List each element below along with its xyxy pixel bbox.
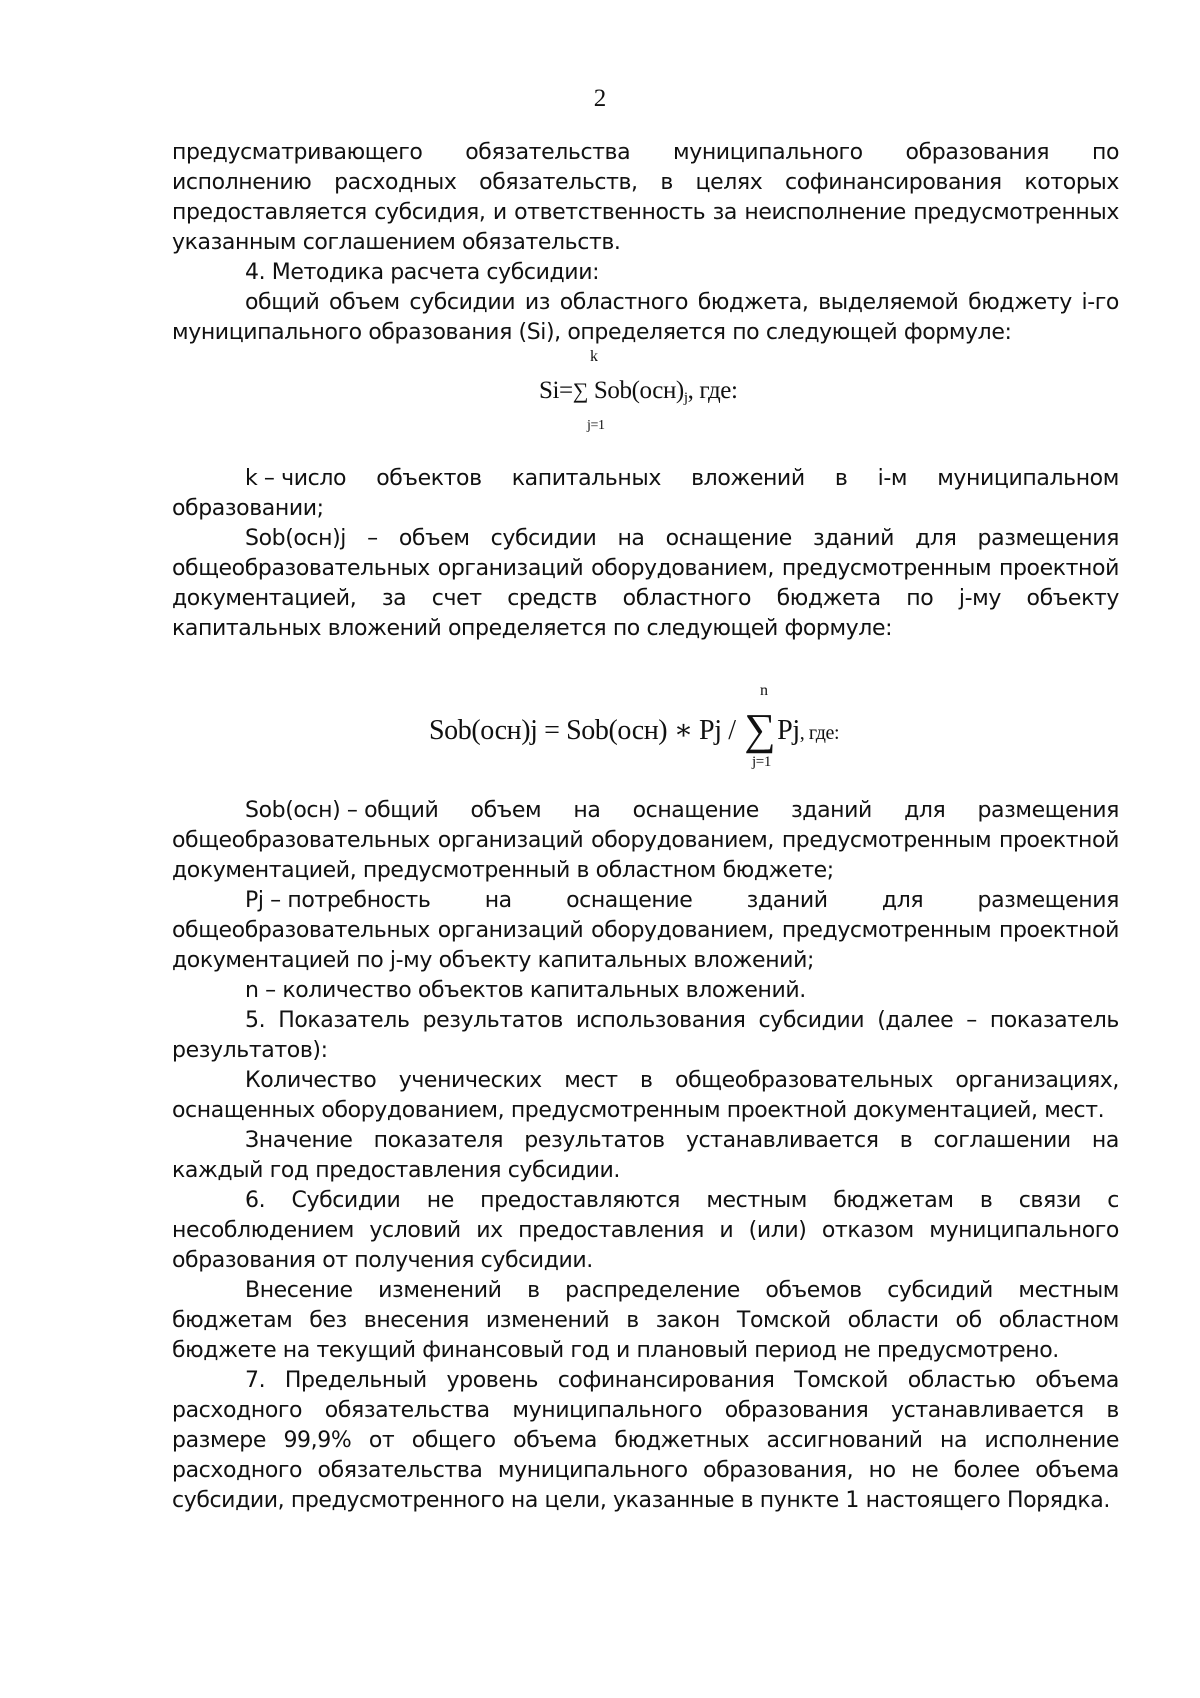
paragraph-indicator-value: Значение показателя результатов устанавливается в соглашении на каждый год предоставления субсидии. (172, 1128, 1119, 1183)
definition-pj-word: оснащение (566, 888, 693, 913)
definition-sob-word: Sob(осн) – общий (245, 798, 439, 823)
formula-sob-lhs: Sob(осн)j = Sob(осн) ∗ Pj / (429, 715, 743, 746)
paragraph-distribution-changes: Внесение изменений в распределение объемов субсидий местным бюджетам без внесения изменений в закон Томской области об областном бюджете на текущий финансовый год и плановый период не предусмотрено. (172, 1278, 1119, 1363)
formula-sob-tail: , где: (799, 722, 840, 744)
definition-pj-word: размещения (977, 888, 1119, 913)
formula-si-subscript: j (683, 390, 688, 406)
definition-sob-word: зданий (790, 798, 872, 823)
definition-sob-osn-j: Sob(осн)j – объем субсидии на оснащение зданий для размещения общеобразовательных организаций оборудованием, предусмотренным проектной документацией, за счет средств областного бюджета по j-му объекту капитальных вложений определяется по следующей формуле: (172, 526, 1119, 641)
paragraph-cofinancing-level: 7. Предельный уровень софинансирования Томской областью объема расходного обязательства муниципального образования устанавливается в размере 99,9% от общего объема бюджетных ассигнований на исполнение расходного обязательства муниципального образования, но не более объема субсидии, предусмотренного на цели, указанные в пункте 1 настоящего Порядка. (172, 1368, 1119, 1513)
definition-k-word: вложений (691, 466, 805, 491)
paragraph-student-places: Количество ученических мест в общеобразовательных организациях, оснащенных оборудованием, предусмотренным проектной документацией, мест. (172, 1068, 1119, 1123)
sum-symbol-icon: ∑ (744, 705, 776, 754)
formula-si-lhs: Si= (539, 377, 573, 404)
definition-sob-word: для (904, 798, 946, 823)
formula-si (172, 348, 1119, 464)
formula-sob-lower-limit: j=1 (752, 754, 771, 770)
definition-k-word: k – число (245, 466, 347, 491)
definition-pj-word: на (484, 888, 512, 913)
definition-k-word: муниципальном (937, 466, 1119, 491)
definition-pj-line (172, 886, 1119, 916)
formula-si-tail: , где: (687, 377, 738, 404)
definition-k-line (172, 464, 1119, 494)
formula-sob-upper-limit: n (760, 682, 768, 699)
formula-si-term: Sob(осн) (593, 377, 684, 404)
definition-pj-tail: общеобразовательных организаций оборудованием, предусмотренным проектной документацией по j-му объекту капитальных вложений; (172, 918, 1119, 973)
definition-sob-osn-tail: общеобразовательных организаций оборудованием, предусмотренным проектной документацией, предусмотренный в областном бюджете; (172, 828, 1119, 883)
definition-sob-word: объем (470, 798, 542, 823)
paragraph-total-subsidy: общий объем субсидии из областного бюджета, выделяемой бюджету i-го муниципального образования (Si), определяется по следующей формуле: (172, 290, 1119, 345)
definition-sob-word: на (573, 798, 601, 823)
definition-k-word: объектов (376, 466, 482, 491)
definition-pj-word: зданий (746, 888, 828, 913)
definition-k-word: i-м (877, 466, 908, 491)
document-body (172, 138, 1119, 1516)
definition-k-tail: образовании; (172, 496, 324, 521)
definition-n: n – количество объектов капитальных вложений. (245, 978, 806, 1003)
paragraph-result-indicator: 5. Показатель результатов использования субсидии (далее – показатель результатов): (172, 1008, 1119, 1063)
sum-symbol-icon: ∑ (572, 378, 589, 403)
definition-k-word: капитальных (511, 466, 661, 491)
definition-pj-word: для (881, 888, 924, 913)
page-number: 2 (593, 85, 607, 112)
definition-sob-word: оснащение (632, 798, 759, 823)
formula-si-lower-limit: j=1 (587, 418, 605, 433)
definition-sob-word: размещения (977, 798, 1119, 823)
paragraph-subsidy-not-provided: 6. Субсидии не предоставляются местным бюджетам в связи с несоблюдением условий их предоставления и (или) отказом муниципального образования от получения субсидии. (172, 1188, 1119, 1273)
definition-pj-word: Pj – потребность (245, 888, 431, 913)
paragraph-method-heading: 4. Методика расчета субсидии: (245, 260, 600, 285)
formula-sob-osn-j (172, 644, 1119, 796)
paragraph-agreement-obligations: предусматривающего обязательства муниципального образования по исполнению расходных обязательств, в целях софинансирования которых предоставляется субсидия, и ответственность за неисполнение предусмотренных указанным соглашением обязательств. (172, 140, 1119, 255)
formula-si-upper-limit: k (590, 348, 598, 365)
definition-k-word: в (834, 466, 848, 491)
definition-sob-osn-line (172, 796, 1119, 826)
formula-sob-term: Pj (777, 715, 800, 746)
